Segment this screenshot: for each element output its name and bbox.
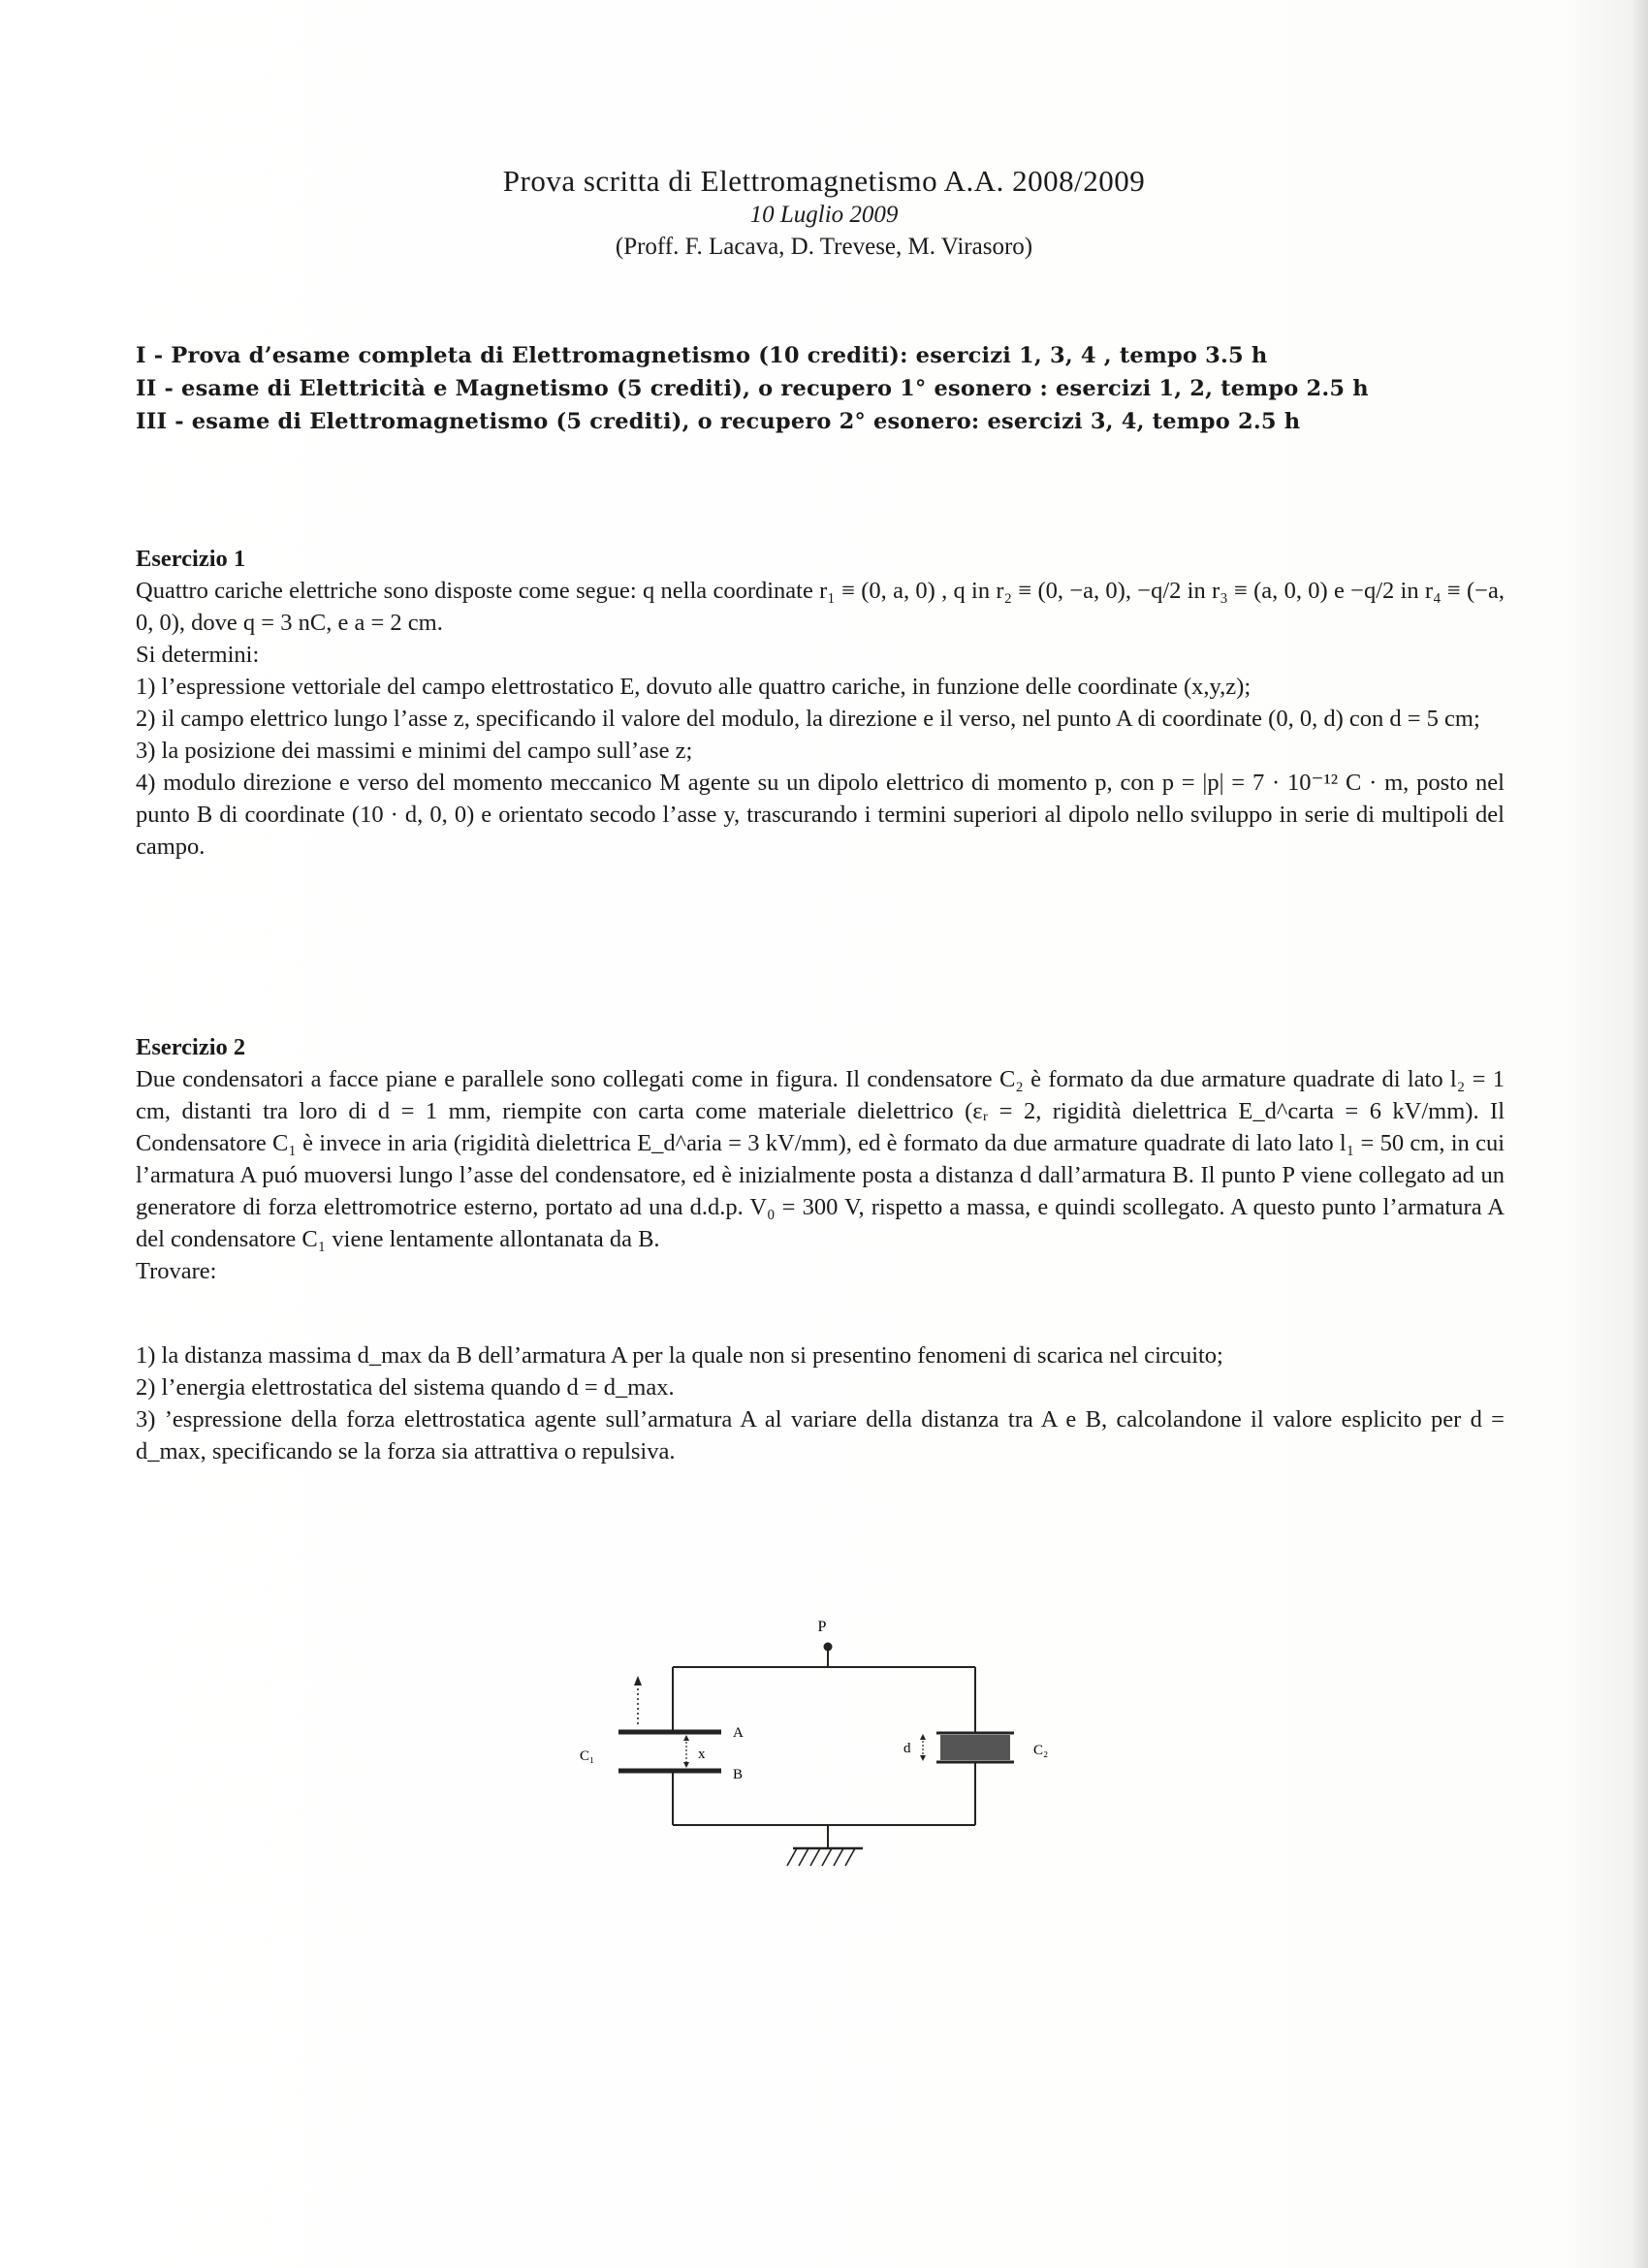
x-marker-bottom-icon	[683, 1762, 689, 1768]
exercise-2-item: 2) l’energia elettrostatica del sistema quando d = d_max.	[136, 1374, 675, 1401]
ground-icon	[787, 1848, 863, 1866]
label-b: B	[733, 1767, 744, 1782]
label-p: P	[817, 1619, 827, 1635]
exercise-2-title: Esercizio 2	[136, 1034, 246, 1060]
d-marker-bottom-icon	[920, 1755, 926, 1761]
spacer	[136, 1287, 1505, 1339]
exercise-2-intro: Due condensatori a facce piane e parallele sono collegati come in figura. Il condensatore C₂ è formato da due armature quadrate di lato l₂ = 1 cm, distanti tra loro di d = 1 mm, riempite con carta come materiale dielettrico (εᵣ = 2, rigidità dielettrica E_d^carta = 6 kV/mm). Il Condensatore C₁ è invece in aria (rigidità dielettrica E_d^aria = 3 kV/mm), ed è formato da due armature quadrate di lato lato l₁ = 50 cm, in cui l’armatura A puó muoversi lungo l’asse del condensatore, ed è inizialmente posta a distanza d dall’armatura B. Il punto P viene collegato ad un generatore di forza elettromotrice esterno, portato ad una d.d.p. V₀ = 300 V, rispetto a massa, e quindi scollegato. A questo punto l’armatura A del condensatore C₁ viene lentamente allontanata da B.	[136, 1066, 1505, 1252]
exercise-1-intro: Quattro cariche elettriche sono disposte come segue: q nella coordinate r₁ ≡ (0, a, 0) , q in r₂ ≡ (0, −a, 0), −q/2 in r₃ ≡ (a, 0, 0) e −q/2 in r₄ ≡ (−a, 0, 0), dove q = 3 nC, e a = 2 cm.	[136, 578, 1505, 636]
exam-type-line: I - Prova d’esame completa di Elettromagnetismo (10 crediti): esercizi 1, 3, 4 , tempo 3.5 h	[136, 343, 1268, 368]
exercise-2	[136, 1031, 1505, 1467]
paper-dielectric	[940, 1735, 1010, 1760]
exercise-1-item: 2) il campo elettrico lungo l’asse z, specificando il valore del modulo, la direzione e il verso, nel punto A di coordinate (0, 0, d) con d = 5 cm;	[136, 706, 1480, 732]
exercise-1-item: 3) la posizione dei massimi e minimi del campo sull’ase z;	[136, 738, 693, 764]
d-marker-top-icon	[920, 1734, 926, 1740]
exercise-1-item: 1) l’espressione vettoriale del campo elettrostatico E, dovuto alle quattro cariche, in funzione delle coordinate (x,y,z);	[136, 674, 1252, 700]
exam-date: 10 Luglio 2009	[749, 202, 899, 228]
label-c1: C₁	[580, 1748, 595, 1764]
exercise-1	[136, 543, 1505, 863]
label-d: d	[903, 1741, 911, 1756]
exam-header	[0, 163, 1648, 264]
arrow-up-icon	[634, 1676, 642, 1685]
exercise-2-item: 1) la distanza massima d_max da B dell’armatura A per la quale non si presentino fenomeni di scarica nel circuito;	[136, 1342, 1223, 1369]
exam-type-list	[136, 339, 1532, 438]
label-x: x	[698, 1747, 706, 1762]
capacitor-circuit-figure	[543, 1604, 1086, 1885]
label-a: A	[733, 1725, 744, 1741]
exercise-1-title: Esercizio 1	[136, 546, 246, 572]
circuit-diagram	[543, 1604, 1086, 1885]
exam-type-line: II - esame di Elettricità e Magnetismo (5 crediti), o recupero 1° esonero : esercizi 1, 2, tempo 2.5 h	[136, 376, 1369, 401]
exercise-2-item: 3) ’espressione della forza elettrostatica agente sull’armatura A al variare della distanza tra A e B, calcolandone il valore esplicito per d = d_max, specificando se la forza sia attrattiva o repulsiva.	[136, 1406, 1505, 1465]
exam-title: Prova scritta di Elettromagnetismo A.A. 2008/2009	[502, 164, 1146, 198]
exam-professors: (Proff. F. Lacava, D. Trevese, M. Virasoro)	[615, 234, 1033, 260]
exercise-1-prompt: Si determini:	[136, 642, 260, 668]
x-marker-top-icon	[683, 1735, 689, 1741]
label-c2: C₂	[1033, 1743, 1049, 1758]
exam-type-line: III - esame di Elettromagnetismo (5 crediti), o recupero 2° esonero: esercizi 3, 4, tempo 2.5 h	[136, 409, 1301, 434]
exercise-1-item: 4) modulo direzione e verso del momento meccanico M agente su un dipolo elettrico di momento p, con p = |p| = 7 · 10⁻¹² C · m, posto nel punto B di coordinate (10 · d, 0, 0) e orientato secodo l’asse y, trascurando i termini superiori al dipolo nello sviluppo in serie di multipoli del campo.	[136, 770, 1505, 860]
exercise-2-prompt: Trovare:	[136, 1258, 217, 1284]
